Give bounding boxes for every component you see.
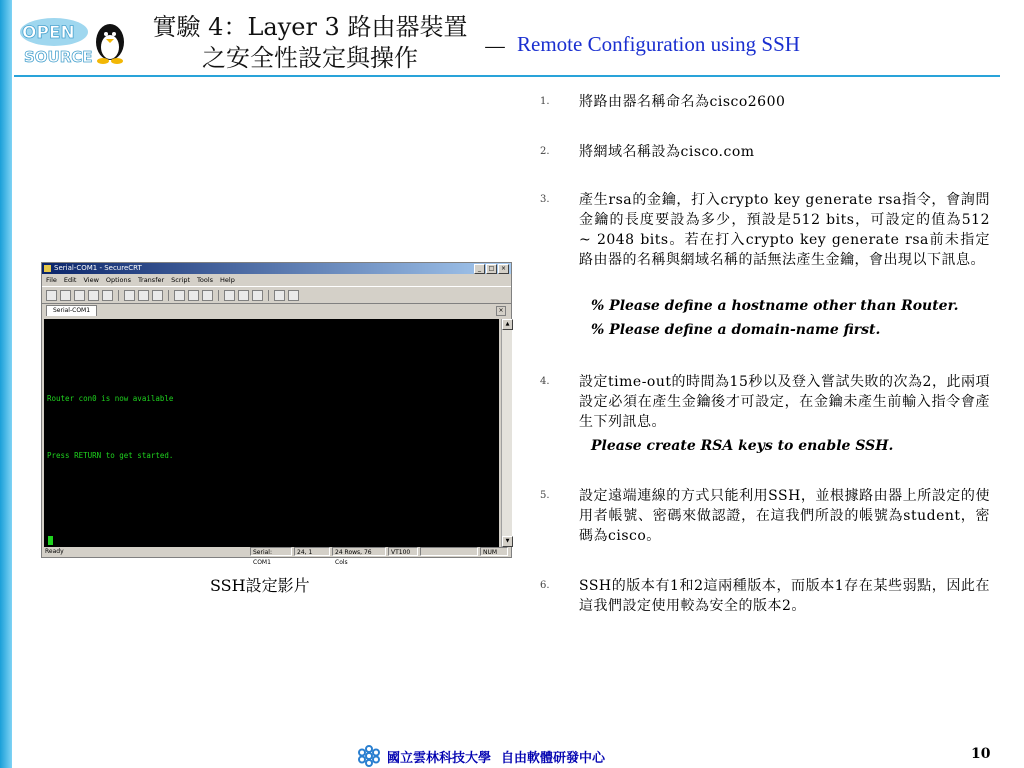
scroll-up-icon[interactable]: ▲: [502, 319, 513, 330]
footer-center: 自由軟體研發中心: [501, 750, 606, 766]
list-number: 2.: [540, 146, 550, 157]
open-source-logo: [18, 12, 130, 68]
title-divider: [14, 75, 1000, 77]
print-icon[interactable]: [174, 290, 185, 301]
toolbar-separator: [168, 290, 169, 301]
session-tabs: [42, 304, 511, 316]
menu-script[interactable]: Script: [171, 276, 191, 284]
error-message: % Please define a hostname other than Router.: [591, 298, 959, 314]
list-number: 5.: [540, 490, 550, 501]
list-text: SSH的版本有1和2這兩種版本，而版本1存在某些弱點，因此在這我們設定使用較為安全的版本2。: [579, 578, 990, 614]
list-text: 設定遠端連線的方式只能利用SSH，並根據路由器上所設定的使用者帳號、密碼來做認證，在這我們所設的帳號為student，密碼為cisco。: [579, 488, 990, 544]
status-blank: [420, 547, 478, 556]
toolbar-separator: [268, 290, 269, 301]
list-number: 3.: [540, 194, 550, 205]
terminal-line: Router con0 is now available: [47, 394, 174, 403]
menubar: [42, 274, 511, 286]
status-numlock: NUM: [480, 547, 508, 556]
status-emulation: VT100: [388, 547, 418, 556]
minimize-button[interactable]: _: [474, 264, 485, 274]
terminal-line: Press RETURN to get started.: [47, 451, 174, 460]
quick-connect-icon[interactable]: [60, 290, 71, 301]
list-text: 設定time-out的時間為15秒以及登入嘗試失敗的次為2，此兩項設定必須在產生金鑰後才可設定，在金鑰未產生前輸入指令會產生下列訊息。: [579, 374, 990, 430]
menu-view[interactable]: View: [83, 276, 99, 284]
tab-serial-com1[interactable]: Serial-COM1: [46, 305, 97, 316]
copy-icon[interactable]: [124, 290, 135, 301]
svg-text:OPEN: OPEN: [22, 23, 75, 43]
app-icon: [44, 265, 51, 272]
error-message: % Please define a domain-name first.: [591, 322, 881, 338]
window-title: Serial-COM1 - SecureCRT: [54, 264, 142, 272]
figure-caption: SSH設定影片: [210, 576, 310, 595]
help-icon[interactable]: [274, 290, 285, 301]
find-icon[interactable]: [152, 290, 163, 301]
maximize-button[interactable]: □: [486, 264, 497, 274]
scroll-down-icon[interactable]: ▼: [502, 536, 513, 547]
menu-edit[interactable]: Edit: [63, 276, 77, 284]
global-options-icon[interactable]: [238, 290, 249, 301]
status-dims: 24 Rows, 76 Cols: [332, 547, 386, 556]
securecrt-window: [41, 262, 512, 566]
window-titlebar[interactable]: [42, 263, 511, 274]
session-options-icon[interactable]: [224, 290, 235, 301]
status-position: 24, 1: [294, 547, 330, 556]
list-text: 產生rsa的金鑰，打入crypto key generate rsa指令，會詢問金鑰的長度要設為多少，預設是512 bits，可設定的值為512 ~ 2048 bits。若在打入crypto key generate rsa前未指定路由器的名稱與網域名稱的話無法產生金鑰，會出現以下訊息。: [579, 192, 990, 268]
print-setup-icon[interactable]: [202, 290, 213, 301]
about-icon[interactable]: [288, 290, 299, 301]
title-dash: －: [482, 34, 509, 64]
left-accent-bar: [0, 0, 12, 768]
connect-tab-icon[interactable]: [74, 290, 85, 301]
tab-close-icon[interactable]: ×: [496, 306, 506, 316]
reconnect-icon[interactable]: [88, 290, 99, 301]
toolbar-separator: [218, 290, 219, 301]
list-number: 4.: [540, 376, 550, 387]
disconnect-icon[interactable]: [102, 290, 113, 301]
connect-icon[interactable]: [46, 290, 57, 301]
terminal-scrollbar[interactable]: [501, 319, 512, 547]
menu-options[interactable]: Options: [105, 276, 132, 284]
key-icon[interactable]: [252, 290, 263, 301]
list-number: 1.: [540, 96, 550, 107]
menu-tools[interactable]: Tools: [197, 276, 214, 284]
menu-transfer[interactable]: Transfer: [138, 276, 165, 284]
list-text: 將網域名稱設為cisco.com: [579, 144, 755, 160]
terminal-cursor: [48, 536, 53, 545]
snowflake-logo-icon: [357, 745, 381, 767]
toolbar: [42, 286, 511, 304]
error-message: Please create RSA keys to enable SSH.: [591, 438, 894, 454]
status-bar: [42, 547, 511, 566]
status-ready: Ready: [45, 548, 64, 555]
paste-icon[interactable]: [138, 290, 149, 301]
toolbar-separator: [118, 290, 119, 301]
print-selection-icon[interactable]: [188, 290, 199, 301]
svg-text:SOURCE: SOURCE: [24, 48, 93, 66]
terminal-area[interactable]: [44, 319, 499, 547]
list-text: 將路由器名稱命名為cisco2600: [579, 94, 786, 110]
page-number: 10: [971, 746, 991, 762]
status-session: Serial: COM1: [250, 547, 292, 556]
footer-org: 國立雲林科技大學: [387, 750, 492, 766]
list-number: 6.: [540, 580, 550, 591]
close-button[interactable]: ×: [498, 264, 509, 274]
slide-title-zh: 實驗 4：Layer 3 路由器裝置之安全性設定與操作: [152, 13, 468, 72]
footer: [357, 745, 605, 767]
menu-help[interactable]: Help: [220, 276, 235, 284]
menu-file[interactable]: File: [46, 276, 57, 284]
slide-title-en: Remote Configuration using SSH: [517, 32, 800, 56]
